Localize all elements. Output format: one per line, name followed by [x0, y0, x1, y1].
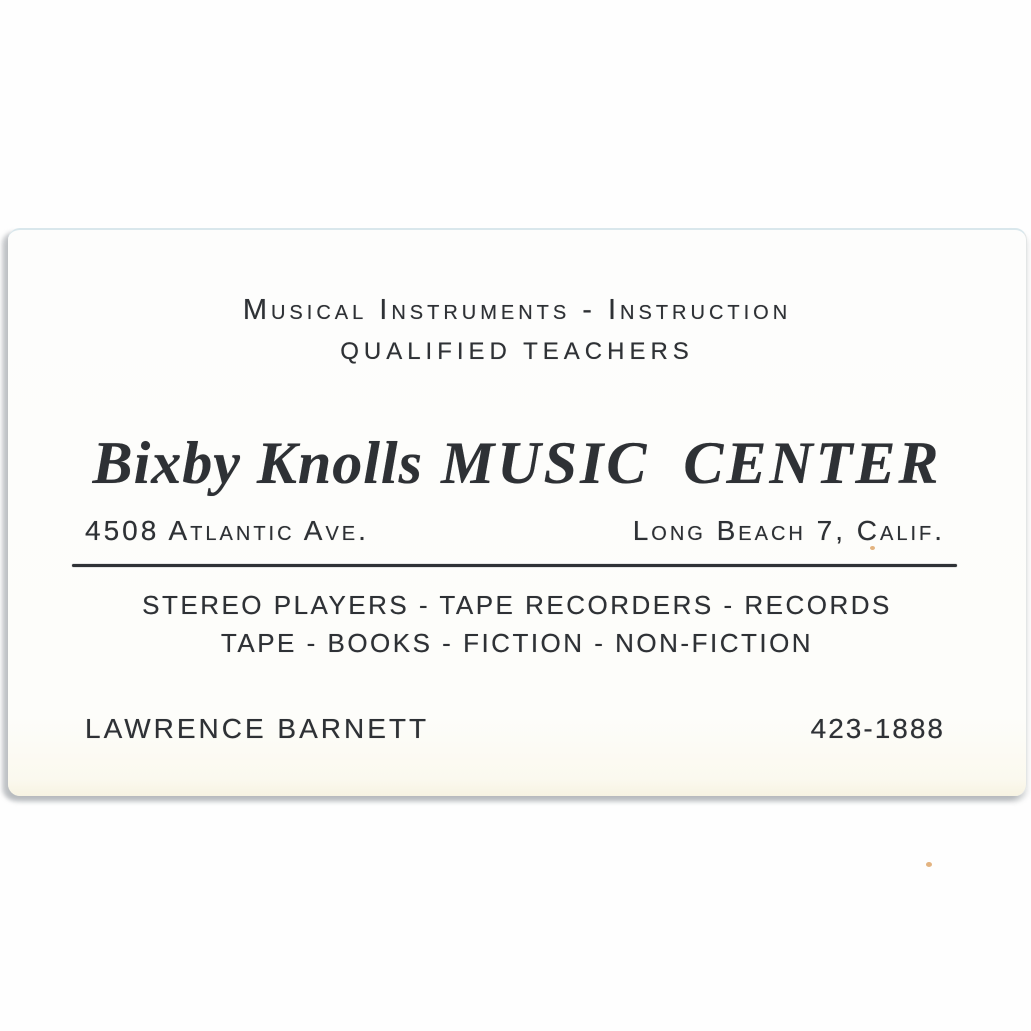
business-name-caps: MUSIC CENTER	[440, 430, 942, 496]
contact-name: LAWRENCE BARNETT	[85, 713, 430, 744]
footer-row	[8, 715, 1026, 743]
business-card	[8, 228, 1027, 796]
business-name	[8, 430, 1026, 496]
address-row	[8, 517, 1026, 545]
street-address: 4508 Atlantic Ave.	[85, 515, 369, 546]
tagline-line2: QUALIFIED TEACHERS	[340, 338, 694, 365]
divider-rule	[72, 564, 957, 567]
paper-speck	[870, 546, 875, 550]
city-state: Long Beach 7, Calif.	[632, 515, 945, 546]
tagline-line1: Musical Instruments - Instruction	[242, 294, 792, 326]
business-name-script: Bixby Knolls	[92, 430, 423, 496]
services-line2: TAPE - BOOKS - FICTION - NON-FICTION	[220, 628, 814, 658]
services-line1: STEREO PLAYERS - TAPE RECORDERS - RECORDS	[142, 590, 892, 620]
paper-speck	[926, 862, 932, 867]
phone-number: 423-1888	[810, 713, 945, 744]
